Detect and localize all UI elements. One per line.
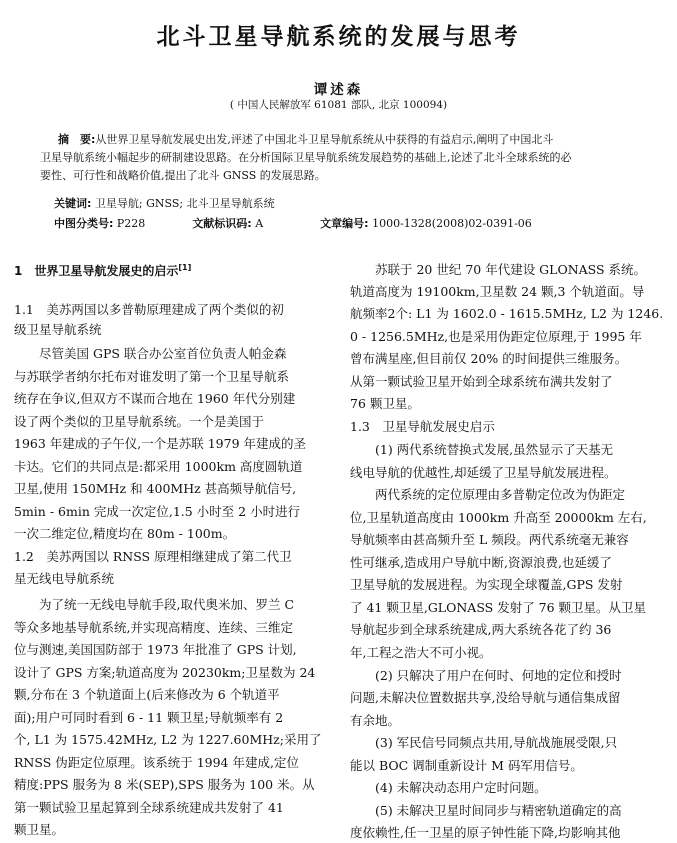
author-affiliation: ( 中国人民解放军 61081 部队, 北京 100094) bbox=[229, 99, 448, 111]
text-line: 位,卫星轨道高度由 1000km 升高至 20000km 左右, bbox=[350, 510, 647, 525]
text-line: 度依赖性,任一卫星的原子钟性能下降,均影响其他 bbox=[350, 825, 621, 840]
text-line: RNSS 伪距定位原理。该系统于 1994 年建成,定位 bbox=[14, 755, 299, 770]
text-line: 苏联于 20 世纪 70 年代建设 GLONASS 系统。 bbox=[350, 262, 647, 277]
article-value: 1000-1328(2008)02-0391-06 bbox=[372, 217, 532, 230]
subsection-heading: 1.3 卫星导航发展史启示 bbox=[350, 419, 495, 434]
clc-label: 中图分类号: bbox=[54, 217, 114, 230]
text-line: (2) 只解决了用户在何时、何地的定位和授时 bbox=[350, 668, 622, 683]
author-name: 谭述森 bbox=[313, 82, 364, 98]
citation-ref: [1] bbox=[178, 263, 192, 272]
subsection-heading: 级卫星导航系统 bbox=[14, 322, 102, 337]
keywords-label: 关键词: bbox=[54, 197, 92, 210]
text-line: 为了统一无线电导航手段,取代奥米加、罗兰 C bbox=[14, 597, 295, 612]
text-line: 线电导航的优越性,却延缓了卫星导航发展进程。 bbox=[350, 465, 617, 480]
text-line: 卫星,使用 150MHz 和 400MHz 甚高频导航信号, bbox=[14, 481, 297, 496]
text-line: 卫星导航的发展进程。为实现全球覆盖,GPS 发射 bbox=[350, 577, 623, 592]
abstract-label: 摘 要: bbox=[58, 133, 96, 146]
text-line: 卡达。它们的共同点是:都采用 1000km 高度圆轨道 bbox=[14, 459, 303, 474]
abstract-line: 要性、可行性和战略价值,提出了北斗 GNSS 的发展思路。 bbox=[40, 169, 326, 182]
text-line: 尽管美国 GPS 联合办公室首位负责人帕金森 bbox=[14, 346, 287, 361]
text-line: 导航起步到全球系统建成,两大系统各花了约 36 bbox=[350, 622, 612, 637]
abstract-line: 卫星导航系统小幅起步的研制建设思路。在分析国际卫星导航系统发展趋势的基础上,论述了北斗全球系统的必 bbox=[40, 151, 572, 164]
text-line: 统存在争议,但双方不谋而合地在 1960 年代分别建 bbox=[14, 391, 296, 406]
keywords bbox=[54, 195, 275, 211]
text-line: 两代系统的定位原理由多普勒定位改为伪距定 bbox=[350, 487, 626, 502]
text-line: 与苏联学者纳尔托布对谁发明了第一个卫星导航系 bbox=[14, 369, 290, 384]
text-line: 航频率2个: L1 为 1602.0 - 1615.5MHz, L2 为 1246. bbox=[350, 306, 664, 321]
text-line: 年,工程之浩大不可小视。 bbox=[350, 645, 492, 660]
doc-value: A bbox=[255, 217, 264, 230]
article-label: 文章编号: bbox=[320, 217, 369, 230]
text-line: 轨道高度为 19100km,卫星数 24 颗,3 个轨道面。导 bbox=[350, 284, 645, 299]
classification-line bbox=[54, 215, 614, 231]
text-line: (4) 未解决动态用户定时问题。 bbox=[350, 780, 547, 795]
text-line: 0 - 1256.5MHz,也是采用伪距定位原理,于 1995 年 bbox=[350, 329, 642, 344]
text-line: 问题,未解决位置数据共享,没给导航与通信集成留 bbox=[350, 690, 621, 705]
text-line: 性可继承,造成用户导航中断,资源浪费,也延缓了 bbox=[350, 555, 612, 570]
text-line: 有余地。 bbox=[350, 713, 401, 728]
text-line: 曾布满星座,但目前仅 20% 的时间提供三维服务。 bbox=[350, 351, 628, 366]
text-line: 等众多地基导航系统,并实现高精度、连续、三维定 bbox=[14, 620, 293, 635]
abstract-text: 从世界卫星导航发展史出发,评述了中国北斗卫星导航系统从中获得的有益启示,阐明了中国北斗 bbox=[95, 133, 554, 146]
text-line: (5) 未解决卫星时间同步与精密轨道确定的高 bbox=[350, 803, 622, 818]
section-heading: 1 世界卫星导航发展史的启示[1] bbox=[14, 263, 192, 278]
text-line: 面);用户可同时看到 6 - 11 颗卫星;导航频率有 2 bbox=[14, 710, 284, 725]
subsection-heading: 星无线电导航系统 bbox=[14, 571, 115, 586]
text-line: 位与测速,美国国防部于 1973 年批准了 GPS 计划, bbox=[14, 642, 297, 657]
text-line: 1963 年建成的子午仪,一个是苏联 1979 年建成的圣 bbox=[14, 436, 307, 451]
text-line: (3) 军民信号同频点共用,导航战施展受限,只 bbox=[350, 735, 618, 750]
text-line: 设了两个类似的卫星导航系统。一个是美国于 bbox=[14, 414, 265, 429]
text-line: 第一颗试验卫星起算到全球系统建成共发射了 41 bbox=[14, 800, 284, 815]
page-title: 北斗卫星导航系统的发展与思考 bbox=[156, 24, 521, 50]
text-line: 能以 BOC 调制重新设计 M 码军用信号。 bbox=[350, 758, 583, 773]
text-line: 导航频率由甚高频升至 L 频段。两代系统毫无兼容 bbox=[350, 532, 629, 547]
text-line: 个, L1 为 1575.42MHz, L2 为 1227.60MHz;采用了 bbox=[14, 732, 322, 747]
text-line: 从第一颗试验卫星开始到全球系统布满共发射了 bbox=[350, 374, 613, 389]
subsection-heading: 1.1 美苏两国以多普勒原理建成了两个类似的初 bbox=[14, 302, 284, 317]
text-line: (1) 两代系统替换式发展,虽然显示了天基无 bbox=[350, 442, 614, 457]
text-line: 颗,分布在 3 个轨道面上(后来修改为 6 个轨道平 bbox=[14, 687, 280, 702]
text-line: 一次二维定位,精度均在 80m - 100m。 bbox=[14, 526, 236, 541]
text-line: 76 颗卫星。 bbox=[350, 396, 420, 411]
clc-value: P228 bbox=[116, 217, 146, 230]
text-line: 设计了 GPS 方案;轨道高度为 20230km;卫星数为 24 bbox=[14, 665, 316, 680]
subsection-heading: 1.2 美苏两国以 RNSS 原理相继建成了第二代卫 bbox=[14, 549, 292, 564]
abstract bbox=[40, 131, 640, 185]
text-line: 5min - 6min 完成一次定位,1.5 小时至 2 小时进行 bbox=[14, 504, 301, 519]
abstract-line bbox=[40, 131, 640, 149]
text-line: 颗卫星。 bbox=[14, 822, 65, 837]
keywords-text: 卫星导航; GNSS; 北斗卫星导航系统 bbox=[94, 197, 275, 210]
text-line: 了 41 颗卫星,GLONASS 发射了 76 颗卫星。从卫星 bbox=[350, 600, 647, 615]
text-line: 精度:PPS 服务为 8 米(SEP),SPS 服务为 100 米。从 bbox=[14, 777, 315, 792]
doc-label: 文献标识码: bbox=[192, 217, 252, 230]
